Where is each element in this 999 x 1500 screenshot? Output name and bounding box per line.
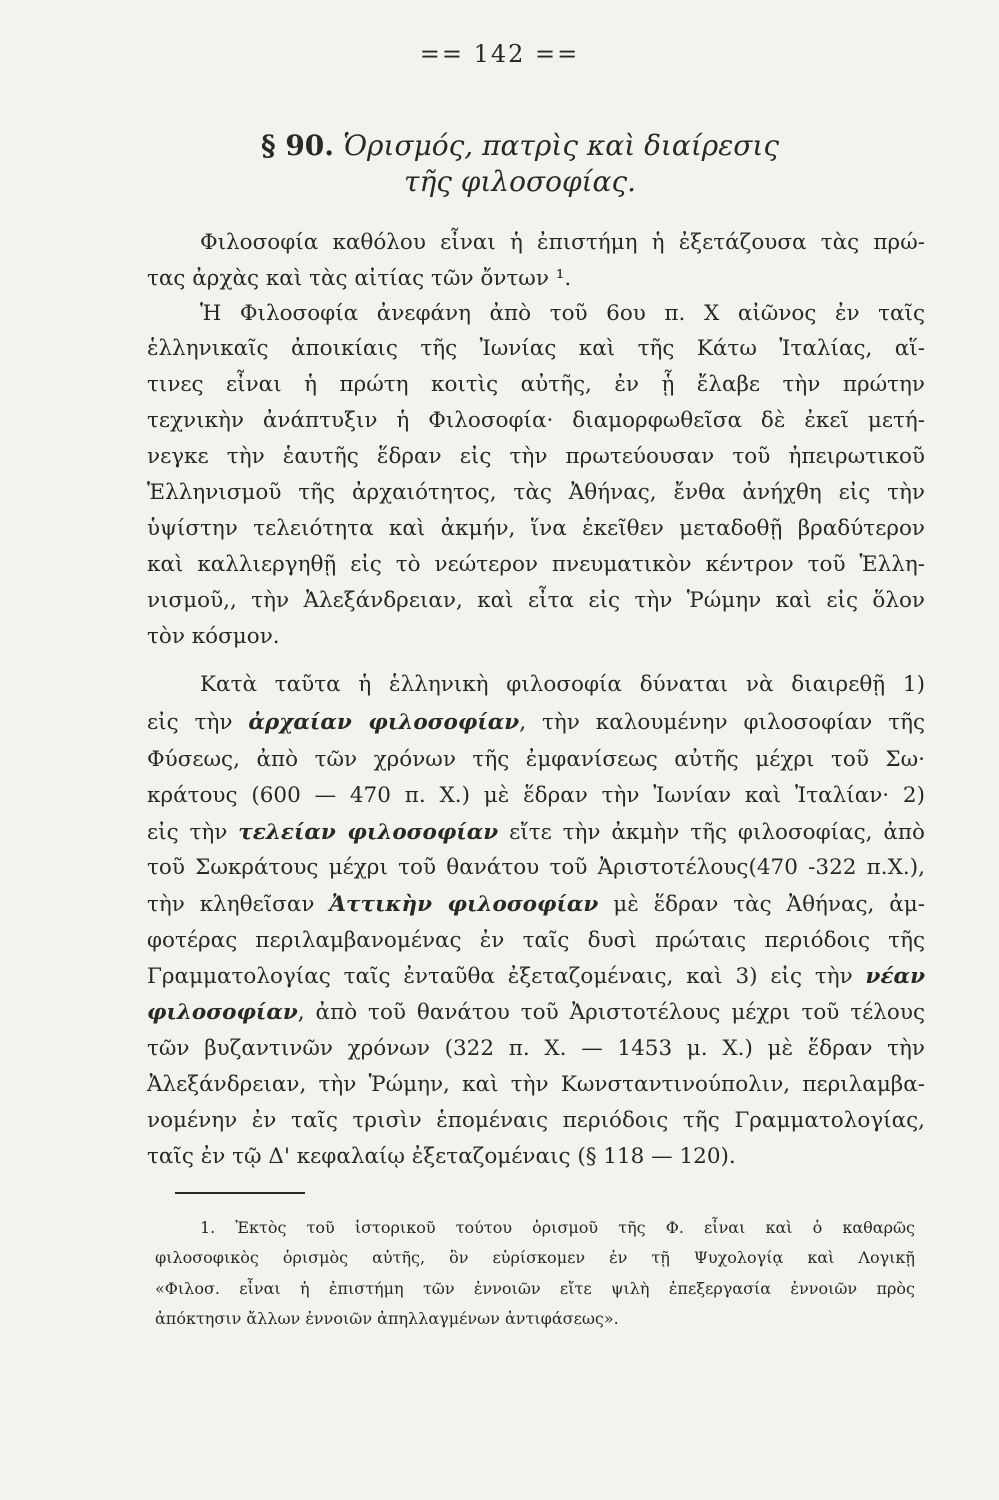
text-line: κράτους (600 — 470 π. Χ.) μὲ ἕδραν τὴν Ἰωνίαν καὶ Ἰταλίαν· 2) [147, 783, 925, 808]
text-line: Ἑλληνισμοῦ τῆς ἀρχαιότητος, τὰς Ἀθήνας, ἔνθα ἀνήχθη εἰς τὴν [147, 480, 925, 505]
text-line [147, 708, 925, 738]
text-line: τῶν βυζαντινῶν χρόνων (322 π. Χ. — 1453 μ. Χ.) μὲ ἕδραν τὴν [147, 1036, 925, 1061]
text-line: Ἀλεξάνδρειαν, τὴν Ῥώμην, καὶ τὴν Κωνσταντινούπολιν, περιλαμβα- [147, 1072, 925, 1097]
text-run: Γραμματολογίας ταῖς ἐνταῦθα ἐξεταζομέναις, καὶ 3) εἰς τὴν [147, 964, 866, 989]
text-line: νεγκε τὴν ἑαυτῆς ἕδραν εἰς τὴν πρωτεύουσαν τοῦ ἠπειρωτικοῦ [147, 444, 925, 469]
text-run: εἰς τὴν [147, 820, 239, 845]
text-line: φοτέρας περιλαμβανομένας ἐν ταῖς δυσὶ πρώταις περιόδοις τῆς [147, 928, 925, 953]
heading-title-1: Ὁρισμός, πατρὶς καὶ διαίρεσις [342, 129, 780, 162]
text-run: εἰς τὴν [147, 710, 249, 735]
text-line: ταῖς ἐν τῷ Δ' κεφαλαίῳ ἐξεταζομέναις (§ 118 — 120). [147, 1144, 736, 1169]
emphasis-philosophy: φιλοσοφίαν [147, 1000, 298, 1025]
text-line: Φύσεως, ἀπὸ τῶν χρόνων τῆς ἐμφανίσεως αὐτῆς μέχρι τοῦ Σω· [147, 747, 925, 772]
text-run: , ἀπὸ τοῦ θανάτου τοῦ Ἀριστοτέλους μέχρι τοῦ τέλους [297, 1000, 925, 1025]
footnote-line: φιλοσοφικὸς ὁρισμὸς αὐτῆς, ὃν εὑρίσκομεν ἐν τῇ Ψυχολογίᾳ καὶ Λογικῇ [155, 1248, 915, 1267]
text-run: , τὴν καλουμένην φιλοσοφίαν τῆς [519, 710, 926, 735]
text-line: Φιλοσοφία καθόλου εἶναι ἡ ἐπιστήμη ἡ ἐξετάζουσα τὰς πρώ- [200, 230, 925, 255]
emphasis-ancient-philosophy: ἀρχαίαν φιλοσοφίαν [248, 710, 520, 735]
text-run: εἴτε τὴν ἀκμὴν τῆς φιλοσοφίας, ἀπὸ [498, 820, 925, 845]
text-line [147, 998, 925, 1028]
footnote-line: 1. Ἐκτὸς τοῦ ἱστορικοῦ τούτου ὁρισμοῦ τῆς Φ. εἶναι καὶ ὁ καθαρῶς [200, 1218, 915, 1237]
text-line [147, 962, 925, 992]
footnote-divider [175, 1192, 305, 1194]
text-line: νισμοῦ,, τὴν Ἀλεξάνδρειαν, καὶ εἶτα εἰς τὴν Ῥώμην καὶ εἰς ὅλον [147, 588, 925, 613]
section-heading [150, 128, 890, 200]
heading-line-1 [150, 128, 890, 164]
section-number: § 90. [260, 129, 335, 162]
text-line: τας ἀρχὰς καὶ τὰς αἰτίας τῶν ὄντων ¹. [147, 266, 572, 291]
text-line: καὶ καλλιεργηθῇ εἰς τὸ νεώτερον πνευματικὸν κέντρον τοῦ Ἑλλη- [147, 552, 925, 577]
text-line: ἑλληνικαῖς ἀποικίαις τῆς Ἰωνίας καὶ τῆς Κάτω Ἰταλίας, αἵ- [147, 336, 925, 361]
emphasis-attic-philosophy: Ἀττικὴν φιλοσοφίαν [329, 892, 599, 917]
text-line [147, 890, 925, 920]
text-line: Κατὰ ταῦτα ἡ ἑλληνικὴ φιλοσοφία δύναται νὰ διαιρεθῇ 1) [200, 672, 925, 697]
footnote-line: ἀπόκτησιν ἄλλων ἐννοιῶν ἀπηλλαγμένων ἀντιφάσεως». [155, 1309, 619, 1328]
heading-title-2: τῆς φιλοσοφίας. [403, 165, 637, 198]
footnote-line: «Φιλοσ. εἶναι ἡ ἐπιστήμη τῶν ἐννοιῶν εἴτε ψιλὴ ἐπεξεργασία ἐννοιῶν πρὸς [155, 1279, 915, 1298]
emphasis-perfect-philosophy: τελείαν φιλοσοφίαν [238, 820, 499, 845]
text-line [147, 818, 925, 848]
page-number: == 142 == [419, 40, 580, 68]
text-run: μὲ ἕδραν τὰς Ἀθήνας, ἀμ- [598, 892, 925, 917]
text-line: τινες εἶναι ἡ πρώτη κοιτὶς αὐτῆς, ἐν ᾗ ἔλαβε τὴν πρώτην [147, 372, 925, 397]
text-line: Ἡ Φιλοσοφία ἀνεφάνη ἀπὸ τοῦ 6ου π. Χ αἰῶνος ἐν ταῖς [200, 301, 925, 326]
text-line: τοῦ Σωκράτους μέχρι τοῦ θανάτου τοῦ Ἀριστοτέλους(470 -322 π.Χ.), [147, 855, 925, 880]
text-line: ὑψίστην τελειότητα καὶ ἀκμήν, ἵνα ἐκεῖθεν μεταδοθῇ βραδύτερον [147, 516, 925, 541]
emphasis-new: νέαν [865, 964, 925, 989]
text-line: τὸν κόσμον. [147, 624, 280, 649]
text-line: νομένην ἐν ταῖς τρισὶν ἑπομέναις περιόδοις τῆς Γραμματολογίας, [147, 1108, 925, 1133]
text-line: τεχνικὴν ἀνάπτυξιν ἡ Φιλοσοφία· διαμορφωθεῖσα δὲ ἐκεῖ μετή- [147, 408, 925, 433]
text-run: τὴν κληθεῖσαν [147, 892, 330, 917]
